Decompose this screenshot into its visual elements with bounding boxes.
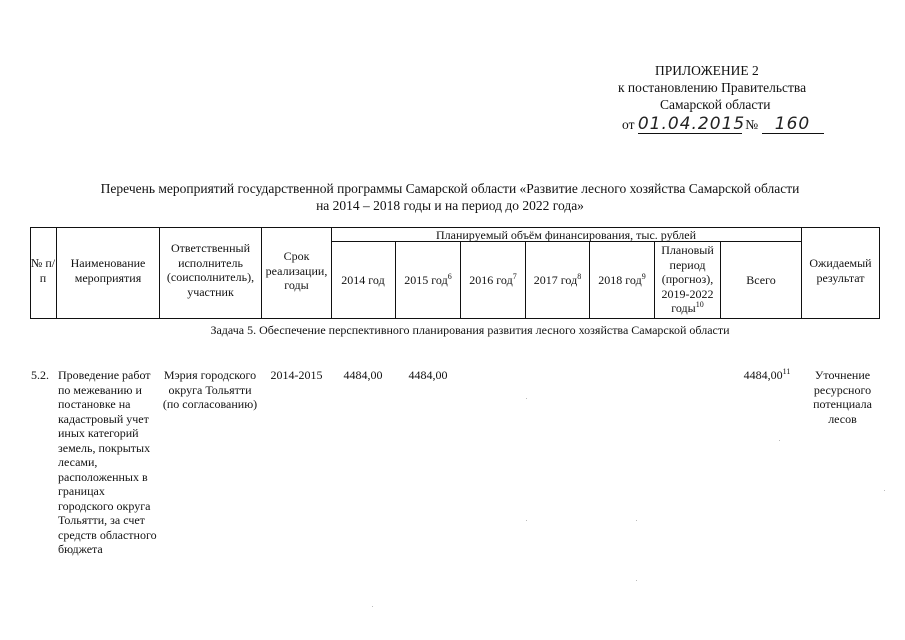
footnote-8: 8 xyxy=(577,272,582,281)
appendix-line2: к постановлению Правительства xyxy=(618,80,807,95)
scan-speck xyxy=(636,580,637,581)
scan-speck xyxy=(779,440,780,441)
header-result: Ожидаемый результат xyxy=(809,256,872,285)
row-term: 2014-2015 xyxy=(270,368,323,382)
footnote-6: 6 xyxy=(447,272,452,281)
header-responsible: Ответственный исполнитель (соисполнитель), участник xyxy=(166,241,255,299)
appendix-block xyxy=(600,62,860,134)
row-name: Проведение работ по межеванию и постановке на кадастровый учет иных категорий земель, покрытых лесами, расположенных в границах городского округа Тольятти, за счет средств областного бюджета xyxy=(58,368,157,556)
header-name: Наименование мероприятия xyxy=(70,256,146,285)
appendix-title: ПРИЛОЖЕНИЕ 2 xyxy=(655,63,759,78)
appendix-line3: Самарской области xyxy=(660,97,771,112)
row-responsible: Мэрия городского округа Тольятти (по согласованию) xyxy=(162,368,258,411)
row-2014: 4484,00 xyxy=(343,368,383,382)
scan-speck xyxy=(884,490,885,491)
row-result: Уточнение ресурсного потенциала лесов xyxy=(813,368,872,426)
row-total: 4484,00$^{11}$ xyxy=(743,367,791,382)
footnote-11: 11 xyxy=(782,367,791,376)
row-2015: 4484,00 xyxy=(408,368,448,382)
scan-speck xyxy=(636,520,637,521)
handwritten-number: 160 xyxy=(762,115,824,134)
appendix-date-line xyxy=(600,115,860,134)
task-title: Задача 5. Обеспечение перспективного планирования развития лесного хозяйства Самарской области xyxy=(210,323,730,337)
header-2016: 2016 год$^7$ xyxy=(469,272,517,287)
document-title xyxy=(40,180,860,214)
footnote-10: 10 xyxy=(695,300,704,309)
document-title-line1: Перечень мероприятий государственной программы Самарской области «Развитие лесного хозяйства Самарской области xyxy=(100,181,800,196)
document-title-line2: на 2014 – 2018 годы и на период до 2022 года» xyxy=(316,198,584,213)
header-2017: 2017 год$^8$ xyxy=(533,272,582,287)
header-total: Всего xyxy=(746,273,776,287)
header-2015: 2015 год$^6$ xyxy=(404,272,452,287)
header-2014: 2014 год xyxy=(341,273,385,287)
handwritten-date: 01.04.2015 xyxy=(637,114,746,134)
scan-speck xyxy=(526,398,527,399)
header-planned-period: Плановый период (прогноз), 2019-2022 годы$^{10}$ xyxy=(661,243,714,315)
header-2018: 2018 год$^9$ xyxy=(598,272,646,287)
header-num: № п/п xyxy=(30,256,56,285)
footnote-7: 7 xyxy=(512,272,517,281)
scan-speck xyxy=(372,606,373,607)
footnote-9: 9 xyxy=(641,272,646,281)
row-num: 5.2. xyxy=(31,368,49,382)
number-label: № xyxy=(745,117,759,132)
header-term: Срок реализации, годы xyxy=(265,249,328,292)
header-planned-financing: Планируемый объём финансирования, тыс. рублей xyxy=(435,228,696,242)
scan-speck xyxy=(526,520,527,521)
from-label: от xyxy=(622,117,635,132)
